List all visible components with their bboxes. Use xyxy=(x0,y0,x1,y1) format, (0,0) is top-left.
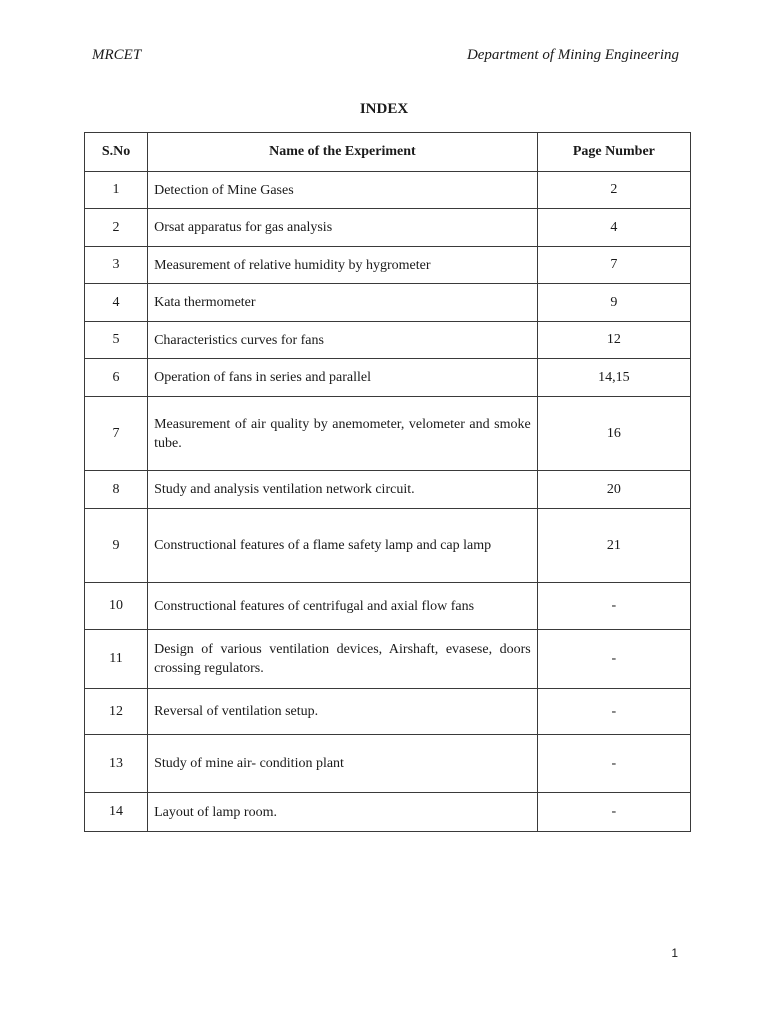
row-sno: 5 xyxy=(85,322,148,359)
row-page-number: 21 xyxy=(537,509,690,583)
row-page-number: 4 xyxy=(537,209,690,247)
row-sno: 1 xyxy=(85,172,148,209)
row-experiment-name: Operation of fans in series and parallel xyxy=(148,359,538,397)
table-row xyxy=(85,735,691,793)
row-page-number: 9 xyxy=(537,284,690,322)
table-row xyxy=(85,509,691,583)
row-sno: 14 xyxy=(85,793,148,832)
row-experiment-name: Study and analysis ventilation network circuit. xyxy=(148,471,538,509)
row-experiment-name: Detection of Mine Gases xyxy=(148,172,538,209)
table-row xyxy=(85,397,691,471)
row-experiment-name: Kata thermometer xyxy=(148,284,538,322)
row-page-number: 7 xyxy=(537,247,690,284)
table-row xyxy=(85,247,691,284)
header-department: Department of Mining Engineering xyxy=(466,47,679,63)
index-table xyxy=(84,132,691,832)
row-sno: 7 xyxy=(85,397,148,471)
table-row xyxy=(85,172,691,209)
row-experiment-name: Characteristics curves for fans xyxy=(148,322,538,359)
column-header-page: Page Number xyxy=(537,133,690,172)
table-row xyxy=(85,793,691,832)
table-body xyxy=(85,172,691,832)
column-header-name: Name of the Experiment xyxy=(148,133,538,172)
row-experiment-name: Reversal of ventilation setup. xyxy=(148,689,538,735)
row-page-number: 2 xyxy=(537,172,690,209)
row-experiment-name: Orsat apparatus for gas analysis xyxy=(148,209,538,247)
row-page-number: 20 xyxy=(537,471,690,509)
row-experiment-name: Constructional features of centrifugal and axial flow fans xyxy=(148,583,538,630)
row-page-number: 14,15 xyxy=(537,359,690,397)
page-number: 1 xyxy=(671,946,678,960)
row-page-number: 16 xyxy=(537,397,690,471)
table-row xyxy=(85,583,691,630)
row-sno: 4 xyxy=(85,284,148,322)
row-experiment-name: Constructional features of a flame safety lamp and cap lamp xyxy=(148,509,538,583)
table-row xyxy=(85,209,691,247)
row-page-number: 12 xyxy=(537,322,690,359)
row-sno: 8 xyxy=(85,471,148,509)
table-row xyxy=(85,630,691,689)
row-experiment-name: Layout of lamp room. xyxy=(148,793,538,832)
row-sno: 11 xyxy=(85,630,148,689)
row-experiment-name: Measurement of relative humidity by hygrometer xyxy=(148,247,538,284)
table-row xyxy=(85,359,691,397)
table-header-row xyxy=(85,133,691,172)
row-page-number: - xyxy=(537,793,690,832)
row-page-number: - xyxy=(537,735,690,793)
page-title: INDEX xyxy=(359,101,409,117)
table-row xyxy=(85,284,691,322)
table-row xyxy=(85,689,691,735)
row-sno: 6 xyxy=(85,359,148,397)
row-sno: 12 xyxy=(85,689,148,735)
row-sno: 2 xyxy=(85,209,148,247)
row-sno: 10 xyxy=(85,583,148,630)
row-sno: 9 xyxy=(85,509,148,583)
row-page-number: - xyxy=(537,583,690,630)
row-experiment-name: Study of mine air- condition plant xyxy=(148,735,538,793)
row-sno: 3 xyxy=(85,247,148,284)
row-sno: 13 xyxy=(85,735,148,793)
header-institution: MRCET xyxy=(92,47,142,63)
row-experiment-name: Design of various ventilation devices, Airshaft, evasese, doors crossing regulators. xyxy=(148,630,538,689)
row-page-number: - xyxy=(537,689,690,735)
column-header-sno: S.No xyxy=(85,133,148,172)
table-row xyxy=(85,322,691,359)
table-row xyxy=(85,471,691,509)
row-experiment-name: Measurement of air quality by anemometer, velometer and smoke tube. xyxy=(148,397,538,471)
row-page-number: - xyxy=(537,630,690,689)
